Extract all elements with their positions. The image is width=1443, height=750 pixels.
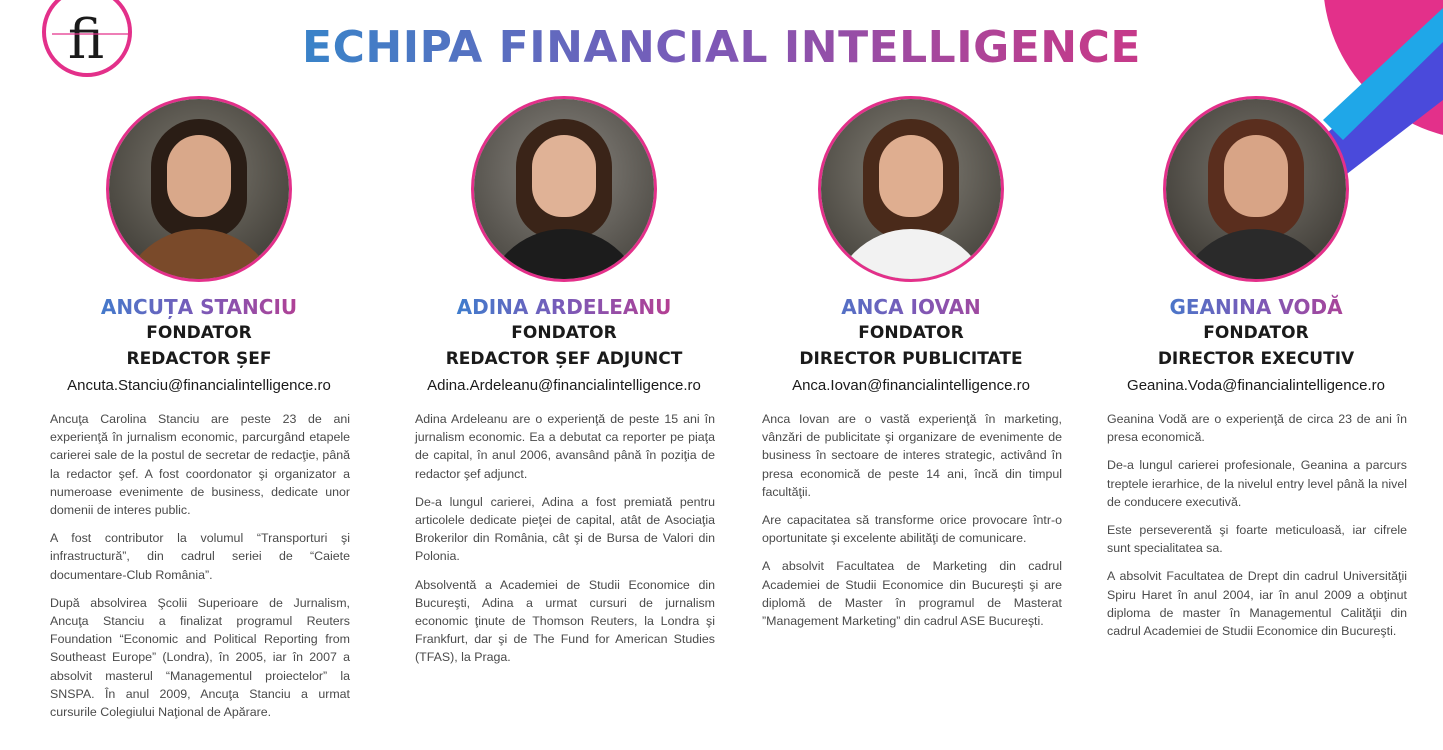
bio-paragraph: De-a lungul carierei profesionale, Geanina a parcurs treptele ierarhice, de la nivelul entry level până la nivel de conducere executivă.: [1107, 458, 1407, 509]
member-role-secondary: DIRECTOR PUBLICITATE: [799, 349, 1023, 369]
member-email: Adina.Ardeleanu@financialintelligence.ro: [427, 377, 701, 394]
member-name: ANCA IOVAN: [746, 294, 1076, 320]
member-role-secondary: REDACTOR ȘEF: [126, 349, 272, 369]
bio-paragraph: Este perseverentă şi foarte meticuloasă, iar cifrele sunt specialitatea sa.: [1107, 523, 1407, 556]
bio-paragraph: A absolvit Facultatea de Marketing din cadrul Academiei de Studii Economice din Bucureşti şi are diplomă de Master în programul de Masterat ”Management Marketing” din cadrul ASE Bucureşti.: [762, 559, 1062, 629]
bio-paragraph: Are capacitatea să transforme orice provocare într-o oportunitate şi excelente abilităţi de comunicare.: [762, 513, 1062, 546]
team-member-card: [746, 96, 1076, 640]
member-role-primary: FONDATOR: [858, 323, 964, 343]
member-bio: [399, 410, 729, 667]
member-role-primary: FONDATOR: [146, 323, 252, 343]
team-member-card: [1091, 96, 1421, 650]
member-photo: [1163, 96, 1349, 282]
member-email: Geanina.Voda@financialintelligence.ro: [1127, 377, 1385, 394]
bio-paragraph: După absolvirea Şcolii Superioare de Jurnalism, Ancuţa Stanciu a finalizat programul Reuters Foundation “Economic and Political Reporting from Southeast Europe” (Londra), în 2005, iar în 2007 a absolvit masterul “Managementul proiectelor” la SNSPA. În anul 2009, Ancuţa Stanciu a urmat cursurile Colegiului Naţional de Apărare.: [50, 595, 350, 720]
member-email: Ancuta.Stanciu@financialintelligence.ro: [67, 377, 331, 394]
member-name: ANCUȚA STANCIU: [34, 294, 364, 320]
member-role-secondary: REDACTOR ȘEF ADJUNCT: [445, 349, 683, 369]
member-role-secondary: DIRECTOR EXECUTIV: [1157, 349, 1355, 369]
bio-paragraph: Geanina Vodă are o experienţă de circa 23 de ani în presa economică.: [1107, 412, 1407, 445]
member-photo: [106, 96, 292, 282]
member-role-primary: FONDATOR: [1203, 323, 1309, 343]
bio-paragraph: De-a lungul carierei, Adina a fost premiată pentru articolele dedicate pieţei de capital, atât de Asociaţia Brokerilor din România, cât şi de Bursa de Valori din Polonia.: [415, 494, 715, 564]
member-bio: [34, 410, 364, 721]
bio-paragraph: A absolvit Facultatea de Drept din cadrul Universităţii Spiru Haret în anul 2004, iar în anul 2009 a obţinut diploma de master în Managementul Calităţii din cadrul Academiei de Studii Economice din Bucureşti.: [1107, 569, 1407, 639]
team-member-card: [399, 96, 729, 677]
page-title: ECHIPA FINANCIAL INTELLIGENCE: [0, 22, 1443, 73]
bio-paragraph: Adina Ardeleanu are o experienţă de peste 15 ani în jurnalism economic. Ea a debutat ca reporter pe piaţa de capital, în anul 2006, avansând până în poziţia de redactor şef adjunct.: [415, 412, 715, 481]
bio-paragraph: Absolventă a Academiei de Studii Economice din Bucureşti, Adina a urmat cursuri de jurnalism economic ţinute de Thomson Reuters, la Londra şi Frankfurt, dar şi de The Fund for American Studies (TFAS), la Praga.: [415, 577, 715, 665]
team-member-card: [34, 96, 364, 731]
member-name: ADINA ARDELEANU: [399, 294, 729, 320]
bio-paragraph: Ancuţa Carolina Stanciu are peste 23 de ani experienţă în jurnalism economic, parcurgând etapele carierei sale de la postul de secretar de redacţie, până la redactor şef. A fost coordonator şi organizator a numeroase evenimente de business, dedicate unor domenii de interes public.: [50, 412, 350, 518]
member-email: Anca.Iovan@financialintelligence.ro: [792, 377, 1030, 394]
member-photo: [818, 96, 1004, 282]
member-role-primary: FONDATOR: [511, 323, 617, 343]
member-name: GEANINA VODĂ: [1091, 294, 1421, 320]
member-bio: [746, 410, 1076, 630]
member-photo: [471, 96, 657, 282]
bio-paragraph: A fost contributor la volumul “Transporturi şi infrastructură”, din cadrul seriei de “Caiete documentare-Club România”.: [50, 531, 350, 582]
bio-paragraph: Anca Iovan are o vastă experienţă în marketing, vânzări de publicitate şi organizare de evenimente de business în sectoare de interes strategic, activând în presa economică de peste 14 ani, încă din timpul facultăţii.: [762, 412, 1062, 499]
member-bio: [1091, 410, 1421, 640]
